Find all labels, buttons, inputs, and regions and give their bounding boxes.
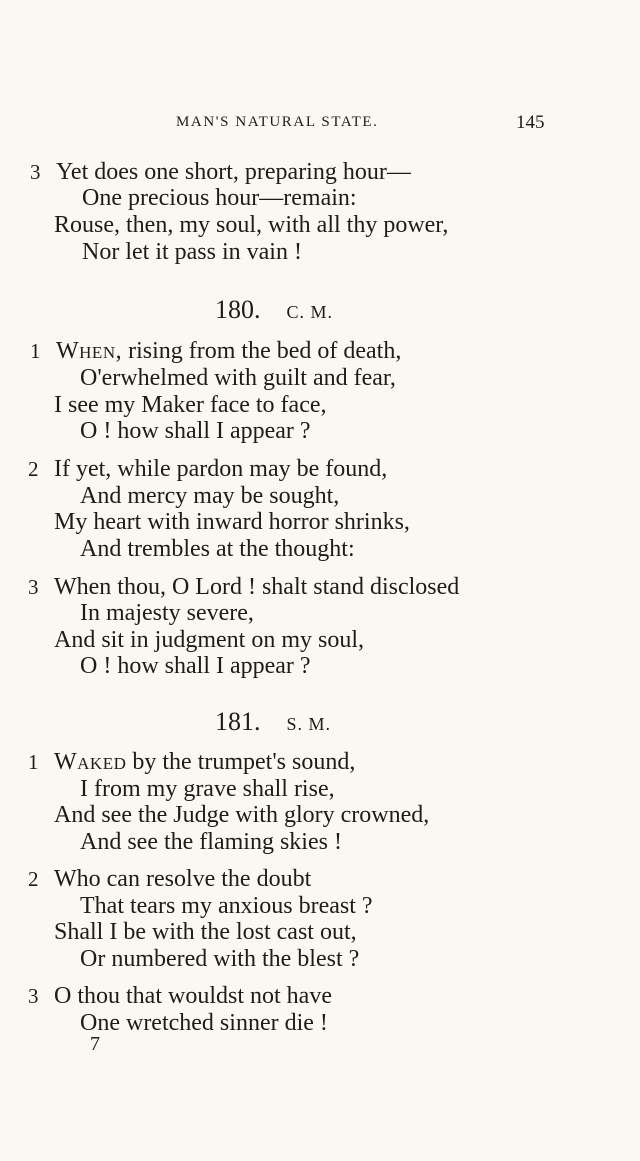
verse-line-rest: rising from the bed of death, [122,338,402,364]
verse-line: I see my Maker face to face, [54,392,327,418]
verse-line: Rouse, then, my soul, with all thy power, [54,212,449,238]
verse-line: And see the Judge with glory crowned, [54,802,430,828]
hymn-heading [215,295,333,325]
verse-line: And trembles at the thought: [80,536,355,562]
verse-number: 3 [30,160,41,184]
hymn-heading [215,707,331,737]
verse-number: 3 [28,984,39,1008]
running-head [0,114,640,138]
hymn-meter: S. M. [286,714,332,734]
verse-line-rest: by the trumpet's sound, [126,749,356,775]
verse-line [56,338,401,364]
verse-line: Nor let it pass in vain ! [82,239,302,265]
verse-line: O'erwhelmed with guilt and fear, [80,365,396,391]
signature-mark: 7 [90,1033,100,1055]
verse-line: O ! how shall I appear ? [80,418,311,444]
verse-line: One precious hour—remain: [82,185,357,211]
verse-line: Who can resolve the doubt [54,866,312,892]
verse-line: Yet does one short, preparing hour— [56,159,411,185]
verse-number: 1 [30,339,41,363]
verse-line: Shall I be with the lost cast out, [54,919,357,945]
hymn-number: 181. [215,707,261,736]
verse-line: My heart with inward horror shrinks, [54,509,410,535]
page-number: 145 [516,112,545,133]
verse-first-word: When, [56,338,123,364]
verse-number: 1 [28,750,39,774]
verse-number: 3 [28,575,39,599]
verse-line: And see the flaming skies ! [80,829,342,855]
verse-line: One wretched sinner die ! [80,1010,328,1036]
verse-line: That tears my anxious breast ? [80,893,373,919]
verse-number: 2 [28,867,39,891]
verse-line: O ! how shall I appear ? [80,653,311,679]
hymn-meter: C. M. [286,302,334,322]
running-title: MAN'S NATURAL STATE. [176,114,379,130]
verse-line: And sit in judgment on my soul, [54,627,365,653]
verse-first-word: Waked [54,749,127,775]
verse-line: I from my grave shall rise, [80,776,335,802]
verse-number: 2 [28,457,39,481]
verse-line: O thou that wouldst not have [54,983,332,1009]
verse-line: When thou, O Lord ! shalt stand disclosed [54,574,460,600]
hymn-number: 180. [215,295,261,324]
verse-line [54,749,355,775]
verse-line: And mercy may be sought, [80,483,340,509]
verse-line: Or numbered with the blest ? [80,946,360,972]
verse-line: If yet, while pardon may be found, [54,456,388,482]
verse-line: In majesty severe, [80,600,254,626]
